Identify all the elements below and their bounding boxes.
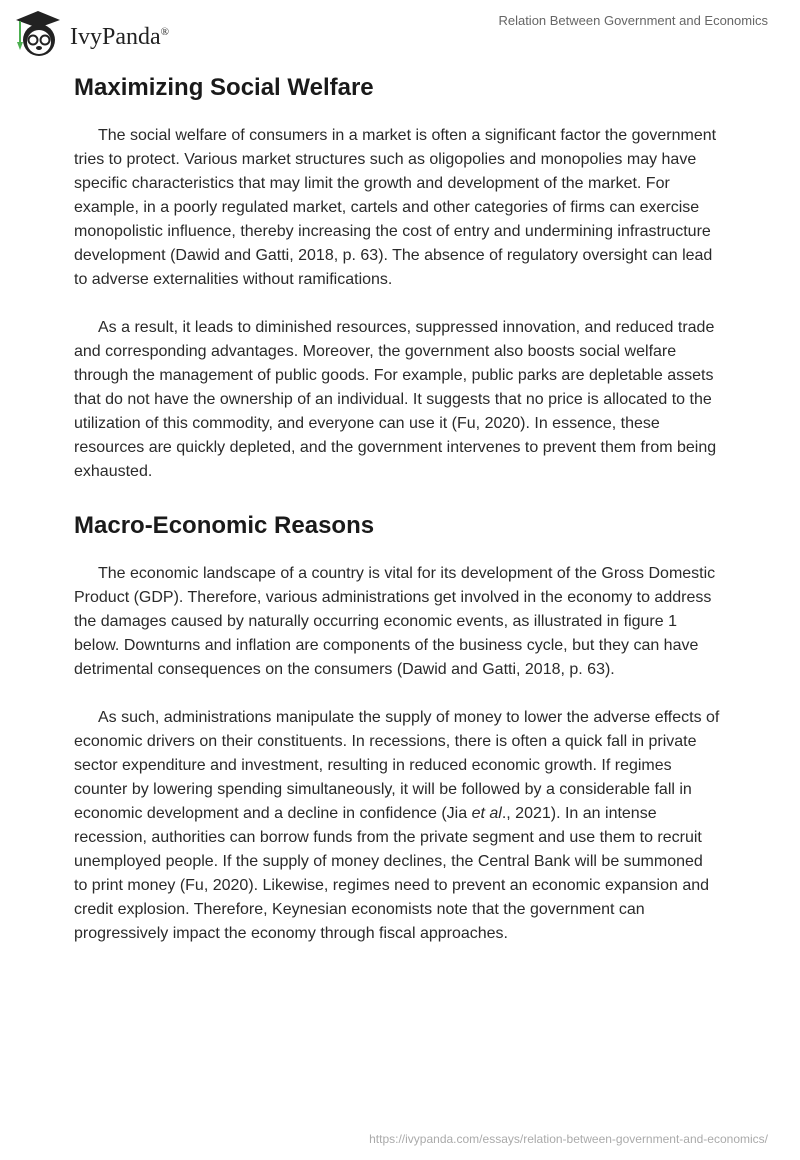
- panda-graduate-icon: [12, 8, 64, 60]
- paragraph: The economic landscape of a country is vital for its development of the Gross Domestic Product (GDP). Therefore, various administrations get involved in the economy to address the damages caused by naturally occurring economic events, as illustrated in figure 1 below. Downturns and inflation are components of the business cycle, but they can have detrimental consequences on the consumers (Dawid and Gatti, 2018, p. 63).: [74, 565, 716, 678]
- text-run: As such, administrations manipulate the supply of money to lower the adverse effects of economic drivers on their constituents. In recessions, there is often a quick fall in private sector expenditure and investment, resulting in reduced economic growth. If regimes counter by lowering spending simultaneously, it will be followed by a considerable fall in economic development and a decline in confidence (Jia: [74, 709, 720, 822]
- document-title: Relation Between Government and Economics: [498, 13, 768, 28]
- paragraph: As a result, it leads to diminished resources, suppressed innovation, and reduced trade and corresponding advantages. Moreover, the government also boosts social welfare through the management of public goods. For example, public parks are depletable assets that do not have the ownership of an individual. It suggests that no price is allocated to the utilization of this commodity, and everyone can use it (Fu, 2020). In essence, these resources are quickly depleted, and the government intervenes to prevent them from being exhausted.: [74, 319, 717, 480]
- ivypanda-logo[interactable]: [12, 8, 169, 60]
- brand-name: IvyPanda®: [70, 23, 170, 50]
- section-heading: Maximizing Social Welfare: [74, 74, 374, 101]
- paragraph: [74, 706, 720, 946]
- paragraph: The social welfare of consumers in a market is often a significant factor the government tries to protect. Various market structures such as oligopolies and monopolies may have specific characteristics that may limit the growth and development of the market. For example, in a poorly regulated market, cartels and other categories of firms can exercise monopolistic influence, thereby increasing the cost of entry and undermining infrastructure development (Dawid and Gatti, 2018, p. 63). The absence of regulatory oversight can lead to adverse externalities without ramifications.: [74, 127, 717, 288]
- section-heading: Macro-Economic Reasons: [74, 512, 375, 539]
- italic-text: et al: [471, 805, 502, 822]
- text-run: ., 2021). In an intense recession, authorities can borrow funds from the private segment and use them to recruit unemployed people. If the supply of money declines, the Central Bank will be summoned to print money (Fu, 2020). Likewise, regimes need to prevent an economic expansion and credit explosion. Therefore, Keynesian economists note that the government can progressively impact the economy through fiscal approaches.: [74, 805, 710, 942]
- article-body: [74, 70, 720, 970]
- source-url[interactable]: https://ivypanda.com/essays/relation-between-government-and-economics/: [369, 1132, 768, 1146]
